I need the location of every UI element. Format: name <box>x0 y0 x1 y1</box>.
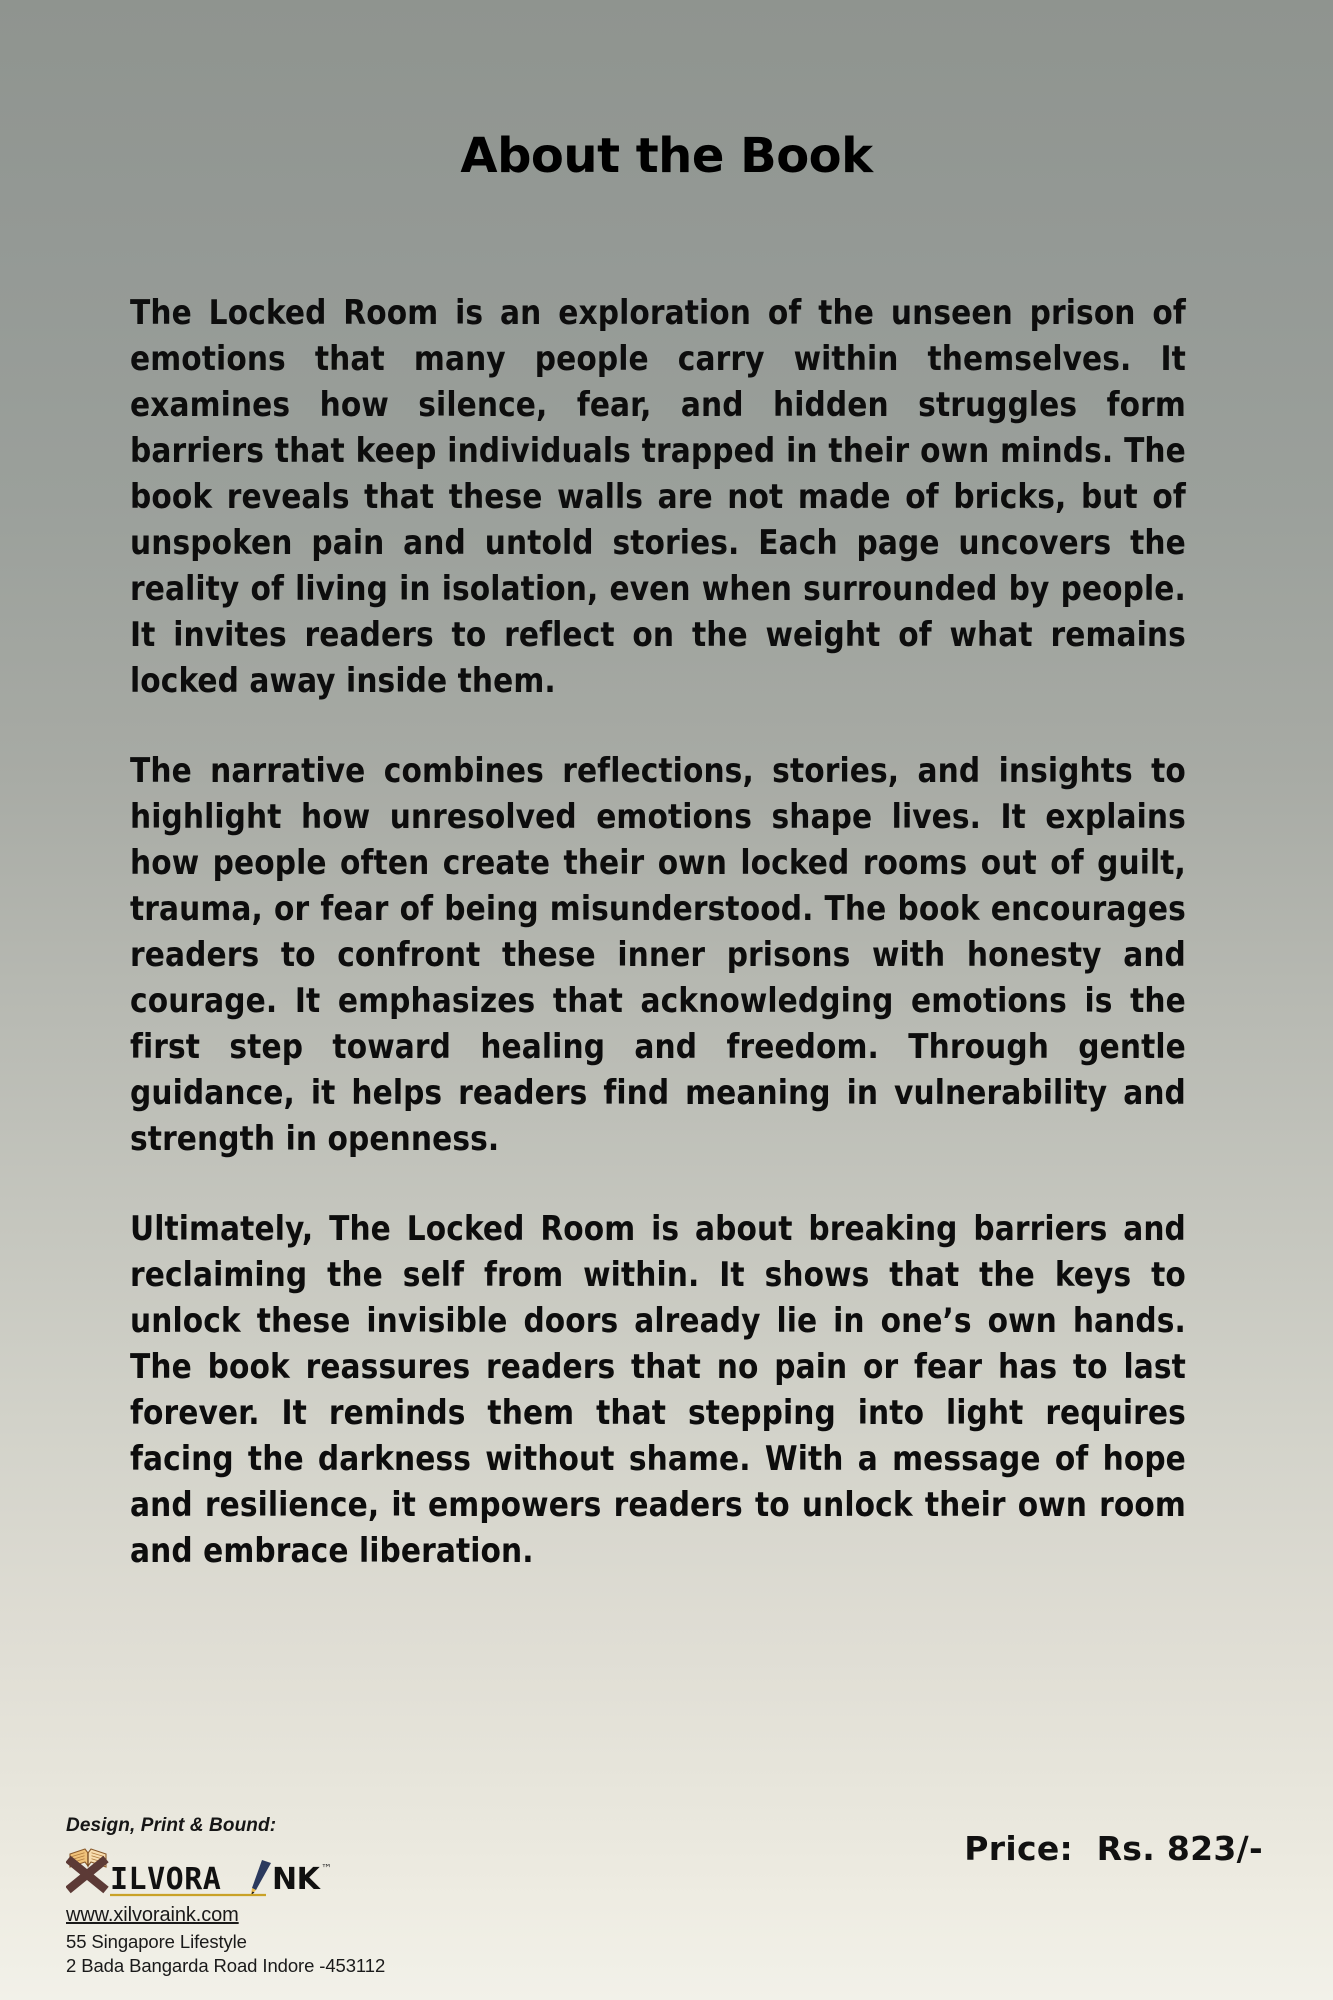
xilvora-ink-logo <box>66 1844 341 1898</box>
address-line-2: 2 Bada Bangarda Road Indore -453112 <box>66 1955 386 1976</box>
publisher-address <box>66 1930 706 1978</box>
publisher-website-link[interactable]: www.xilvoraink.com <box>66 1904 239 1926</box>
price-label: Price: Rs. 823/- <box>964 1829 1263 1868</box>
xilvora-ink-logo-svg <box>66 1844 341 1898</box>
pen-nib-icon <box>251 1860 271 1895</box>
logo-wordmark-1: ILVORA <box>110 1862 222 1897</box>
logo-trademark: ™ <box>321 1862 332 1875</box>
paragraph-3: Ultimately, The Locked Room is about breaking barriers and reclaiming the self from within. It shows that the keys to unlock these invisible doors already lie in one’s own hands. The book reassures readers that no pain or fear has to last forever. It reminds them that stepping into light requires facing the darkness without shame. With a message of hope and resilience, it empowers readers to unlock their own room and embrace liberation. <box>130 1209 1186 1570</box>
about-the-book-body <box>130 290 1202 1574</box>
paragraph-2: The narrative combines reflections, stories, and insights to highlight how unresolved emotions shape lives. It explains how people often create their own locked rooms out of guilt, trauma, or fear of being misunderstood. The book encourages readers to confront these inner prisons with honesty and courage. It emphasizes that acknowledging emotions is the first step toward healing and freedom. Through gentle guidance, it helps readers find meaning in vulnerability and strength in openness. <box>130 751 1186 1158</box>
address-line-1: 55 Singapore Lifestyle <box>66 1931 247 1952</box>
paragraph-1: The Locked Room is an exploration of the unseen prison of emotions that many people carry within themselves. It examines how silence, fear, and hidden struggles form barriers that keep individuals trapped in their own minds. The book reveals that these walls are not made of bricks, but of unspoken pain and untold stories. Each page uncovers the reality of living in isolation, even when surrounded by people. It invites readers to reflect on the weight of what remains locked away inside them. <box>130 293 1186 700</box>
publisher-footer <box>66 1815 706 1978</box>
logo-wordmark-2: NK <box>272 1862 320 1897</box>
page-title: About the Book <box>460 128 873 184</box>
credit-label: Design, Print & Bound: <box>66 1815 277 1836</box>
